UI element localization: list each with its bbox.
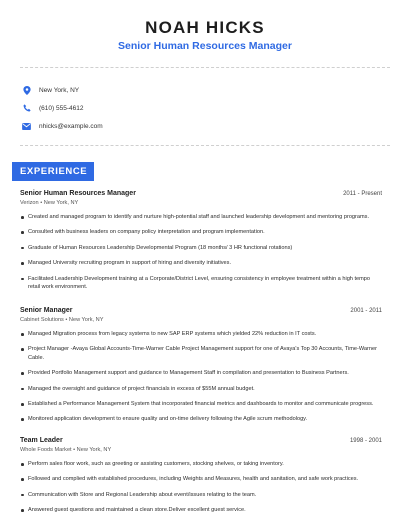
divider [20,145,390,146]
job-org: Whole Foods Market • New York, NY [20,447,112,453]
bullet-item: Monitored application development to ensure quality and on-time delivery following the Agile scrum methodology. [20,415,382,423]
job-entry [20,307,382,424]
job-bullets [20,330,382,424]
section-heading-text: EXPERIENCE [20,166,88,177]
bullet-item: Managed Migration process from legacy systems to new SAP ERP systems which yielded 22% reduction in IT costs. [20,330,382,338]
job-title: Senior Manager [20,307,73,314]
bullet-item: Project Manager -Avaya Global Accounts-Time-Warner Cable Project Management support for one of Avaya's Top 30 Accounts, Time-Warner Cable. [20,345,382,362]
job-header [20,190,382,197]
bullet-item: Managed University recruiting program in support of hiring and diversity initiatives. [20,259,382,267]
location-text: New York, NY [39,86,80,94]
job-dates: 1998 - 2001 [349,438,382,444]
divider [20,67,390,68]
job-dates: 2011 - Present [343,191,382,197]
bullet-item: Graduate of Human Resources Leadership Developmental Program (18 months/ 3 HR functional rotations) [20,244,382,252]
job-bullets [20,460,382,515]
envelope-icon [22,122,31,131]
bullet-item: Managed the oversight and guidance of project financials in excess of $55M annual budget. [20,385,382,393]
job-org: Verizon • New York, NY [20,200,79,206]
job-title: Senior Human Resources Manager [20,190,136,197]
contact-phone [22,102,83,114]
bullet-item: Established a Performance Management System that incorporated financial metrics and dashboards to monitor and communicate progress. [20,400,382,408]
job-header [20,437,382,444]
bullet-item: Created and managed program to identify and nurture high-potential staff and launched leadership development and mentoring programs. [20,213,382,221]
job-org: Cabinet Solutions • New York, NY [20,317,104,323]
job-entry [20,190,382,291]
contact-location [22,84,79,96]
job-header [20,307,382,314]
contact-email [22,120,103,132]
map-pin-icon [22,86,31,95]
resume-name: NOAH HICKS [145,18,265,37]
section-heading-experience [12,162,94,181]
bullet-item: Answered guest questions and maintained a clean store.Deliver excellent guest service. [20,506,382,514]
bullet-item: Facilitated Leadership Development training at a Corporate/District Level, ensuring consistency in employee treatment within a high tempo retail work environment. [20,275,382,292]
job-title: Team Leader [20,437,63,444]
phone-text: (610) 555-4612 [39,104,84,112]
resume-role: Senior Human Resources Manager [118,40,292,52]
bullet-item: Perform sales floor work, such as greeting or assisting customers, stocking shelves, or taking inventory. [20,460,382,468]
bullet-item: Communication with Store and Regional Leadership about event/issues relating to the team. [20,491,382,499]
email-text: nhicks@example.com [39,122,103,130]
job-bullets [20,213,382,291]
job-dates: 2001 - 2011 [350,308,382,314]
bullet-item: Provided Portfolio Management support and guidance to Management Staff in compilation and presentation to Business Partners. [20,369,382,377]
job-entry [20,437,382,515]
bullet-item: Followed and complied with established procedures, including Weights and Measures, health and sanitation, and safe work practices. [20,475,382,483]
bullet-item: Consulted with business leaders on company policy interpretation and program implementation. [20,228,382,236]
phone-icon [22,104,31,113]
